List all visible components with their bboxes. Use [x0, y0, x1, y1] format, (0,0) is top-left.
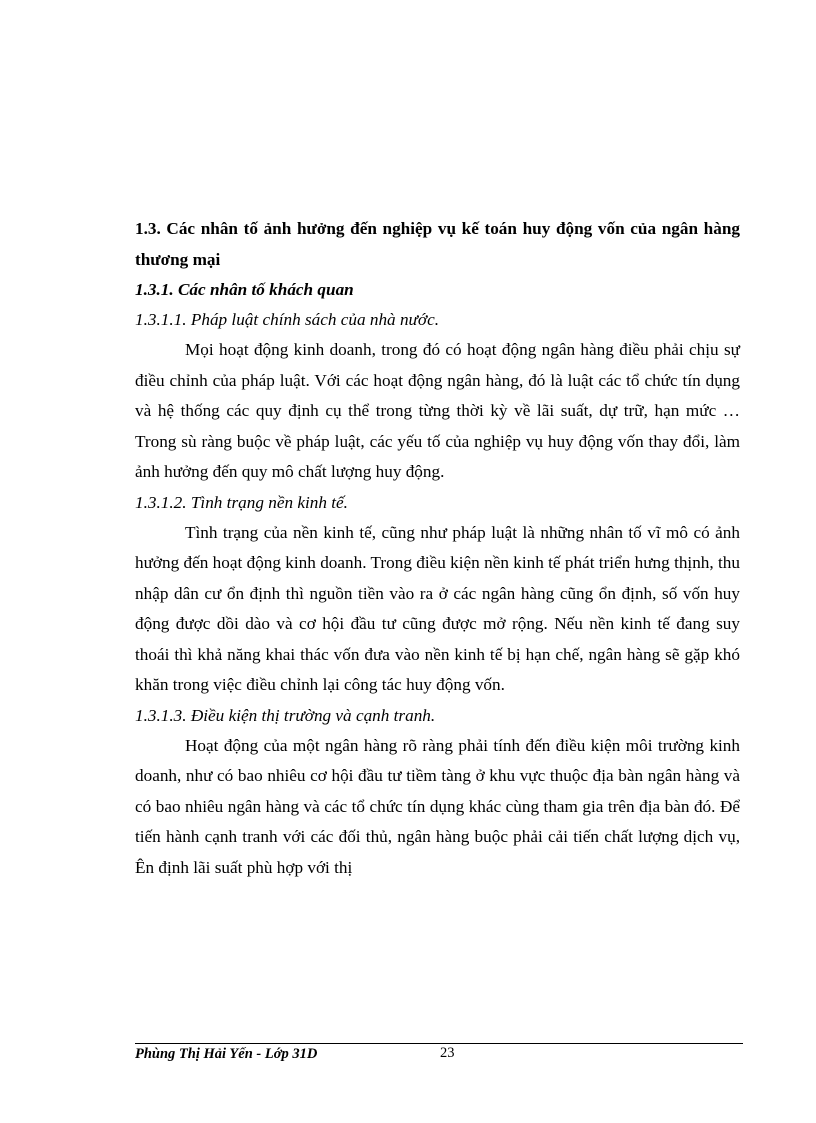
footer-author: Phùng Thị Hải Yến - Lớp 31D — [135, 1046, 318, 1062]
page-content — [135, 213, 740, 883]
item-paragraph-2: Tình trạng của nền kinh tế, cũng như pháp luật là những nhân tố vĩ mô có ảnh hưởng đến hoạt động kinh doanh. Trong điều kiện nền kinh tế phát triển hưng thịnh, thu nhập dân cư ổn định thì nguồn tiền vào ra ở các ngân hàng cũng ổn định, số vốn huy động được dồi dào và cơ hội đầu tư cũng được mở rộng. Nếu nền kinh tế đang suy thoái thì khả năng khai thác vốn đưa vào nền kinh tế bị hạn chế, ngân hàng sẽ gặp khó khăn trong việc điều chỉnh lại công tác huy động vốn. — [135, 522, 740, 694]
page-footer — [135, 1043, 743, 1063]
item-title-2: 1.3.1.2. Tình trạng nền kinh tế. — [135, 492, 348, 512]
subsection-heading: 1.3.1. Các nhân tố khách quan — [135, 280, 354, 299]
item-paragraph-3: Hoạt động của một ngân hàng rõ ràng phải tính đến điều kiện môi trường kinh doanh, như có bao nhiêu cơ hội đầu tư tiềm tàng ở khu vực thuộc địa bàn ngân hàng và có bao nhiêu ngân hàng và các tổ chức tín dụng khác cùng tham gia trên địa bàn đó. Để tiến hành cạnh tranh với các đối thủ, ngân hàng buộc phải cải tiến chất lượng dịch vụ, Ên định lãi suất phù hợp với thị — [135, 735, 740, 877]
section-heading: 1.3. Các nhân tố ảnh hưởng đến nghiệp vụ kế toán huy động vốn của ngân hàng thương mại — [135, 219, 740, 269]
page-number: 23 — [440, 1045, 455, 1061]
item-title-1: 1.3.1.1. Pháp luật chính sách của nhà nước. — [135, 310, 440, 329]
item-paragraph-1: Mọi hoạt động kinh doanh, trong đó có hoạt động ngân hàng điều phải chịu sự điều chỉnh của pháp luật. Với các hoạt động ngân hàng, đó là luật các tổ chức tín dụng và hệ thống các quy định cụ thể trong từng thời kỳ về lãi suất, dự trữ, hạn mức … Trong sù ràng buộc về pháp luật, các yếu tố của nghiệp vụ huy động vốn thay đổi, làm ảnh hưởng đến quy mô chất lượng huy động. — [135, 340, 740, 481]
item-title-3: 1.3.1.3. Điều kiện thị trường và cạnh tranh. — [135, 705, 436, 725]
